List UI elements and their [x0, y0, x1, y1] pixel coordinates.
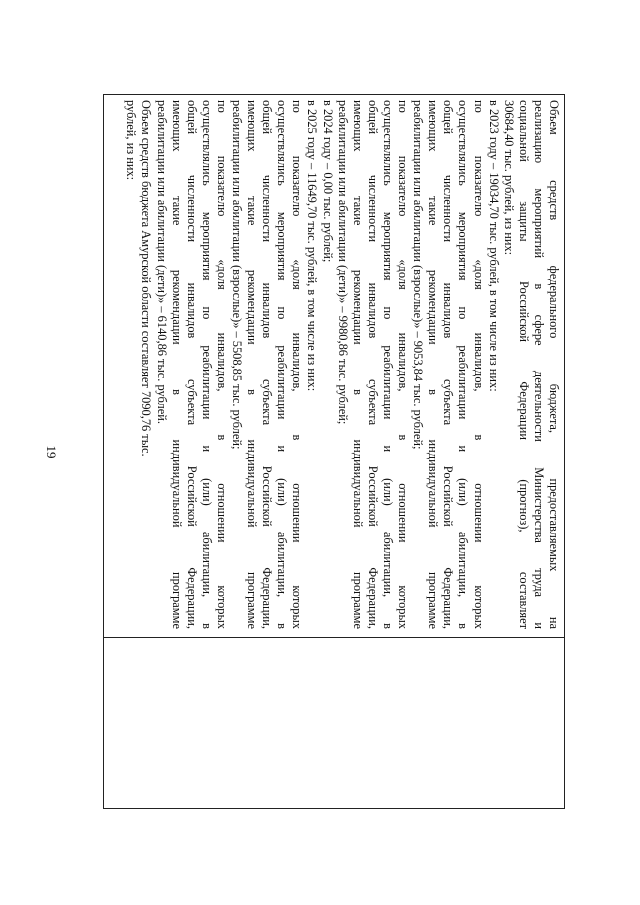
- text-line: общей численности инвалидов субъекта Российской Федерации,: [365, 100, 380, 629]
- text-line: в 2023 году – 19034,70 тыс. рублей, в том числе из них:: [486, 100, 501, 392]
- text-line: общей численности инвалидов субъекта Российской Федерации,: [184, 100, 199, 629]
- text-line: 30684,40 тыс. рублей, из них:: [501, 100, 516, 256]
- text-line: реабилитации или абилитации (взрослые)» – 5508,85 тыс. рублей;: [230, 100, 245, 450]
- text-line: имеющих такие рекомендации в индивидуальной программе: [245, 100, 260, 629]
- text-line: социальной защиты Российской Федерации (прогноз), составляет: [516, 100, 531, 629]
- text-line: Объем средств федерального бюджета, предоставляемых на: [547, 100, 561, 629]
- text-line: реализацию мероприятий в сфере деятельности Министерства труда и: [531, 100, 546, 629]
- column-divider: [104, 637, 564, 638]
- page-number: 19: [44, 445, 59, 459]
- text-line: осуществлялись мероприятия по реабилитации и (или) абилитации, в: [456, 100, 471, 629]
- text-line: реабилитации или абилитации (дети)» – 6140,86 тыс. рублей.: [154, 100, 169, 424]
- text-line: осуществлялись мероприятия по реабилитации и (или) абилитации, в: [199, 100, 214, 629]
- text-line: осуществлялись мероприятия по реабилитации и (или) абилитации, в: [380, 100, 395, 629]
- text-line: имеющих такие рекомендации в индивидуальной программе: [426, 100, 441, 629]
- text-line: общей численности инвалидов субъекта Российской Федерации,: [441, 100, 456, 629]
- text-line: осуществлялись мероприятия по реабилитации и (или) абилитации, в: [275, 100, 290, 629]
- text-line: имеющих такие рекомендации в индивидуальной программе: [169, 100, 184, 629]
- text-line: в 2025 году – 11649,70 тыс. рублей, в том числе из них:: [305, 100, 320, 392]
- text-line: реабилитации или абилитации (дети)» – 9980,86 тыс. рублей;: [335, 100, 350, 425]
- text-line: по показателю «доля инвалидов, в отношении которых: [471, 100, 486, 629]
- funding-text-cell: [103, 94, 565, 636]
- text-line: по показателю «доля инвалидов, в отношении которых: [396, 100, 411, 629]
- text-line: имеющих такие рекомендации в индивидуальной программе: [350, 100, 365, 629]
- text-line: в 2024 году – 0,00 тыс. рублей;: [320, 100, 335, 263]
- text-line: общей численности инвалидов субъекта Российской Федерации,: [260, 100, 275, 629]
- text-line: по показателю «доля инвалидов, в отношении которых: [290, 100, 305, 629]
- text-line: Объем средств бюджета Амурской области составляет 7090,76 тыс.: [139, 100, 154, 457]
- text-line: по показателю «доля инвалидов, в отношении которых: [214, 100, 229, 629]
- text-line: рублей, из них:: [124, 100, 139, 181]
- text-line: реабилитации или абилитации (взрослые)» – 9053,84 тыс. рублей;: [411, 100, 426, 450]
